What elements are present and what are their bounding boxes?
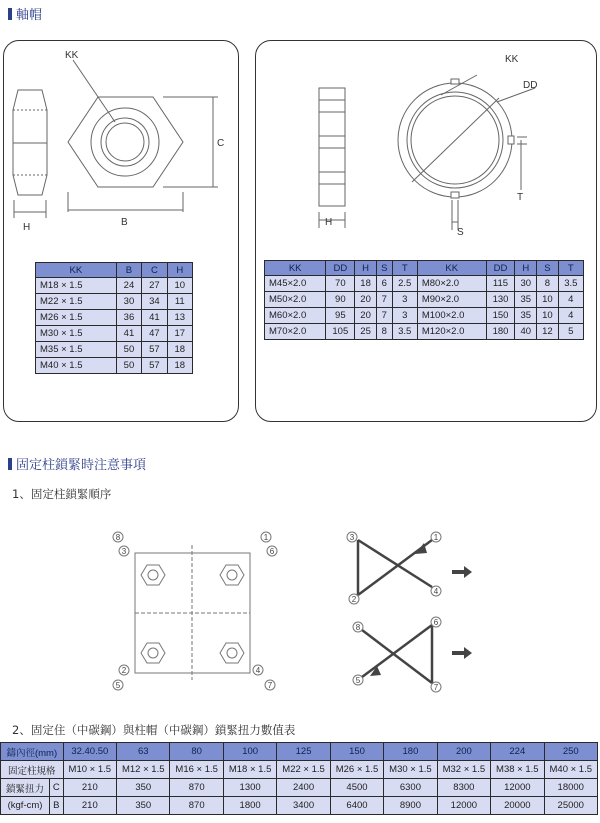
bolt-label-3: 3 bbox=[121, 547, 127, 556]
table-row: M40 × 1.5 50 57 18 bbox=[36, 358, 193, 374]
table-row: 鎖緊扭力 C 210 350 870 1300 2400 4500 6300 8300 12000 18000 bbox=[1, 779, 598, 797]
seq-label-6: 6 bbox=[433, 618, 439, 627]
table-row: M70×2.0 105 25 8 3.5 M120×2.0 180 40 12 5 bbox=[265, 324, 584, 340]
bolt-label-7: 7 bbox=[267, 681, 273, 690]
col-b: B bbox=[116, 263, 141, 278]
col-c: C bbox=[142, 263, 167, 278]
col-kk: KK bbox=[36, 263, 117, 278]
bolt-label-8: 8 bbox=[115, 533, 121, 542]
table-row: M60×2.0 95 20 7 3 M100×2.0 150 35 10 4 bbox=[265, 308, 584, 324]
slotted-nut-drawing bbox=[255, 40, 595, 260]
hex-label-kk: KK bbox=[65, 50, 79, 61]
bolt-label-2: 2 bbox=[121, 666, 127, 675]
tightening-sequence-drawing bbox=[340, 525, 490, 700]
table-row: 固定柱規格 M10 × 1.5 M12 × 1.5 M16 × 1.5 M18 × 1.5 M22 × 1.5 M26 × 1.5 M30 × 1.5 M32 × 1.5 M38 × 1.5 M40 × 1.5 bbox=[1, 761, 598, 779]
slotted-nut-table: KK DD H S T KK DD H S T M45×2.0 70 18 6 2.5 M80×2.0 115 30 8 3.5 M50×2.0 90 20 7 3 M90×2.0 130 35 10 4 M60×2.0 95 20 7 3 M100×2.0 150 35 10 4 M70×2.0 105 25 8 3.5 M120×2.0 180 40 12 5 bbox=[264, 260, 584, 340]
seq-label-7: 7 bbox=[433, 683, 439, 692]
bolt-label-4: 4 bbox=[255, 666, 261, 675]
torque-header-label: 鑄內徑(mm) bbox=[1, 743, 64, 761]
table-row: M26 × 1.5 36 41 13 bbox=[36, 310, 193, 326]
table-row: M45×2.0 70 18 6 2.5 M80×2.0 115 30 8 3.5 bbox=[265, 276, 584, 292]
hex-label-h: H bbox=[23, 222, 31, 233]
slot-label-s: S bbox=[457, 227, 464, 238]
seq-label-5: 5 bbox=[355, 676, 361, 685]
table-row: M18 × 1.5 24 27 10 bbox=[36, 278, 193, 294]
seq-label-8: 8 bbox=[355, 623, 361, 632]
section-title-shaft-cap: 軸帽 bbox=[8, 4, 42, 23]
seq-label-2: 2 bbox=[351, 595, 357, 604]
table-row: (kgf-cm) B 210 350 870 1800 3400 6400 8900 12000 20000 25000 bbox=[1, 797, 598, 815]
table-row: M30 × 1.5 41 47 17 bbox=[36, 326, 193, 342]
section-marker bbox=[8, 458, 12, 470]
slot-label-t: T bbox=[517, 192, 524, 203]
section-marker bbox=[8, 8, 12, 20]
step1-heading: 1、固定柱鎖緊順序 bbox=[12, 487, 112, 501]
table-row: M22 × 1.5 30 34 11 bbox=[36, 294, 193, 310]
slot-label-dd: DD bbox=[523, 80, 538, 91]
torque-table: 鑄內徑(mm) 32.40.50 63 80 100 125 150 180 200 224 250 固定柱規格 M10 × 1.5 M12 × 1.5 M16 × 1.5 M18 × 1.5 M22 × 1.5 M26 × 1.5 M30 × 1.5 M32 × 1.5 M38 × 1.5 M40 × 1.5 鎖緊扭力 C 210 350 870 1300 2400 4500 6300 8300 12000 18000 (kgf-cm) B 210 350 870 1800 3400 6400 8900 12000 20000 25000 bbox=[0, 742, 598, 815]
seq-label-1: 1 bbox=[433, 533, 439, 542]
hex-label-c: C bbox=[217, 138, 225, 149]
hex-label-b: B bbox=[121, 217, 128, 228]
seq-label-3: 3 bbox=[349, 533, 355, 542]
table-row: M35 × 1.5 50 57 18 bbox=[36, 342, 193, 358]
table-row: M50×2.0 90 20 7 3 M90×2.0 130 35 10 4 bbox=[265, 292, 584, 308]
hex-nut-table bbox=[35, 262, 193, 374]
hex-nut-drawing bbox=[3, 40, 239, 270]
bolt-label-5: 5 bbox=[115, 681, 121, 690]
slot-label-kk: KK bbox=[505, 54, 519, 65]
step2-heading: 2、固定住（中碳鋼）與柱帽（中碳鋼）鎖緊扭力數值表 bbox=[12, 723, 296, 737]
seq-label-4: 4 bbox=[433, 587, 439, 596]
col-h: H bbox=[167, 263, 192, 278]
slot-label-h: H bbox=[325, 217, 333, 228]
bolt-label-1: 1 bbox=[263, 533, 269, 542]
section-title-lock-notes: 固定柱鎖緊時注意事項 bbox=[8, 454, 146, 473]
bolt-pattern-drawing bbox=[100, 525, 300, 695]
bolt-label-6: 6 bbox=[269, 547, 275, 556]
